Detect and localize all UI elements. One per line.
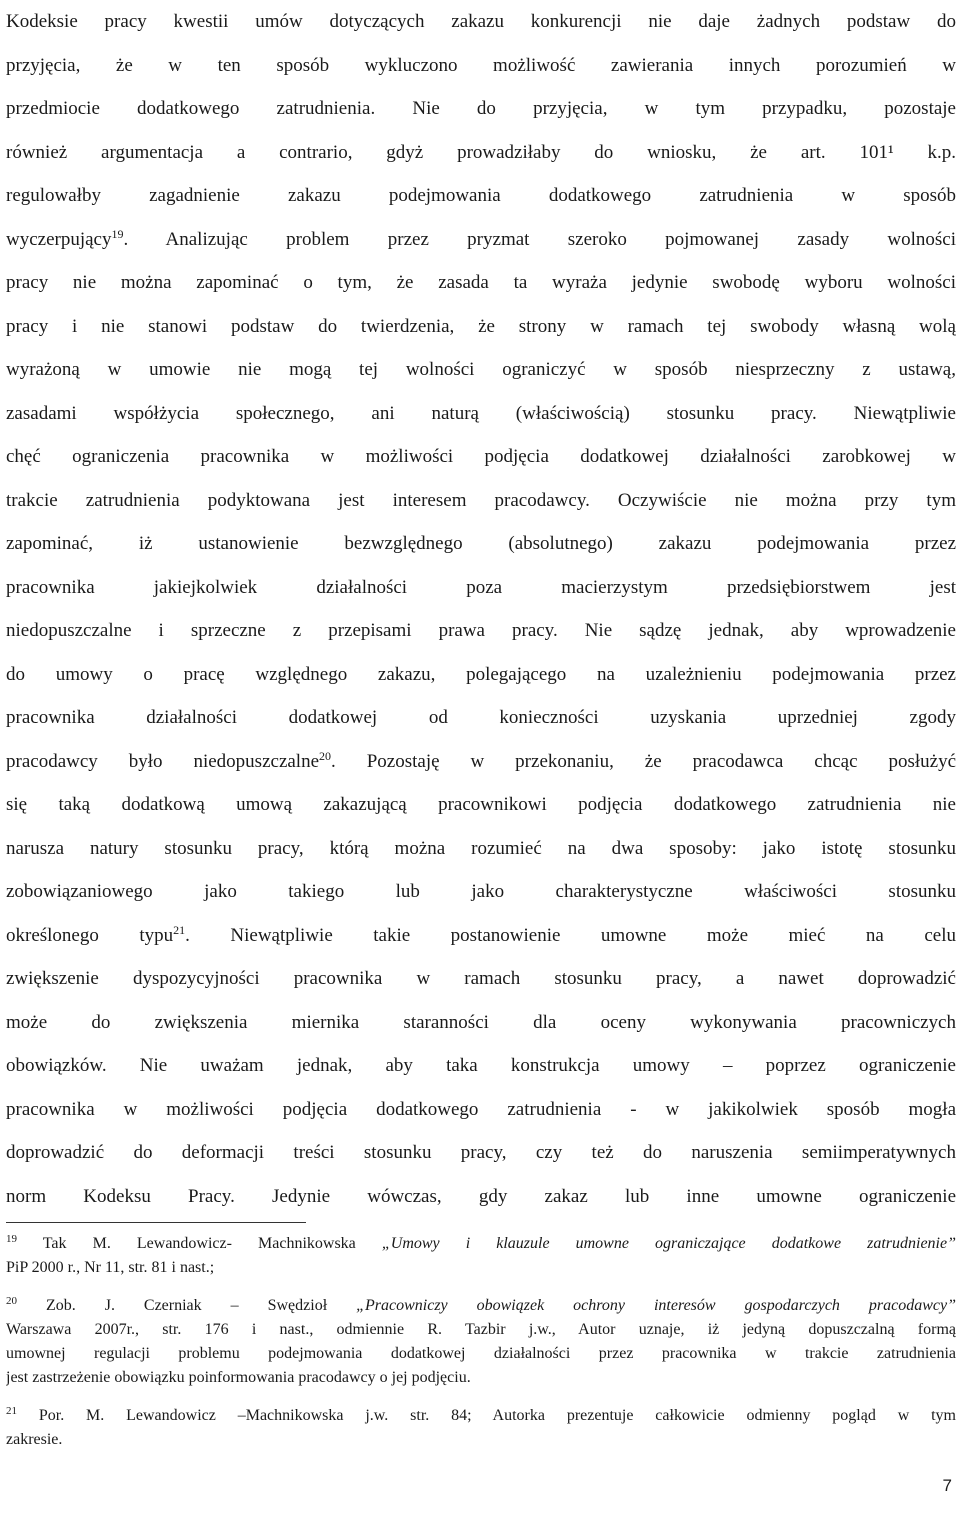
body-line: pracownika działalności dodatkowej od konieczności uzyskania uprzedniej zgody [6, 707, 956, 728]
footnote-line: PiP 2000 r., Nr 11, str. 81 i nast.; [6, 1259, 215, 1276]
footnote-line: Warszawa 2007r., str. 176 i nast., odmiennie R. Tazbir j.w., Autor uznaje, iż jedyną dopuszczalną formą [6, 1321, 956, 1338]
footnote-21 [6, 1404, 956, 1452]
body-line: regulowałby zagadnienie zakazu podejmowania dodatkowego zatrudnienia w sposób [6, 185, 956, 206]
footnote-ref-19: 19 [111, 226, 124, 241]
body-line: się taką dodatkową umową zakazującą pracownikowi podjęcia dodatkowego zatrudnienia nie [6, 794, 956, 815]
footnote-number: 19 [6, 1233, 17, 1245]
footnote-line [6, 1232, 956, 1256]
body-line: niedopuszczalne i sprzeczne z przepisami prawa pracy. Nie sądzę jednak, aby wprowadzenie [6, 620, 956, 641]
body-line: pracy i nie stanowi podstaw do twierdzenia, że strony w ramach tej swobody własną wolą [6, 315, 956, 337]
body-line: może do zwiększenia miernika staranności dla oceny wykonywania pracowniczych [6, 1011, 956, 1033]
body-text-segment: określonego typu [6, 924, 174, 946]
body-line: chęć ograniczenia pracownika w możliwości podjęcia dodatkowej działalności zarobkowej w [6, 446, 956, 467]
body-paragraph [6, 0, 956, 1218]
page-number: 7 [942, 1476, 952, 1495]
footnote-number: 20 [6, 1295, 17, 1307]
body-text-segment: wyczerpujący [6, 228, 112, 250]
body-line: przedmiocie dodatkowego zatrudnienia. Nie do przyjęcia, w tym przypadku, pozostaje [6, 98, 956, 119]
footnote-separator [6, 1222, 306, 1223]
footnote-number: 21 [6, 1405, 17, 1417]
body-line: do umowy o pracę względnego zakazu, polegającego na uzależnieniu podejmowania przez [6, 663, 956, 685]
body-line: zasadami współżycia społecznego, ani naturą (właściwością) stosunku pracy. Niewątpliwie [6, 402, 956, 424]
footnote-ref-20: 20 [319, 748, 332, 763]
body-line: przyjęcia, że w ten sposób wykluczono możliwość zawierania innych porozumień w [6, 54, 956, 76]
body-line [6, 218, 956, 262]
footnote-line: zakresie. [6, 1431, 63, 1448]
body-text-segment: . Analizując problem przez pryzmat szeroko pojmowanej zasady wolności [123, 228, 956, 250]
footnote-line [6, 1404, 956, 1428]
footnote-title: „Umowy i klauzule umowne ograniczające dodatkowe zatrudnienie” [381, 1235, 956, 1252]
body-line: pracownika jakiejkolwiek działalności poza macierzystym przedsiębiorstwem jest [6, 576, 956, 598]
footnote-title: „Pracowniczy obowiązek ochrony interesów gospodarczych pracodawcy” [356, 1297, 956, 1314]
footnote-line: jest zastrzeżenie obowiązku poinformowania pracodawcy o jej podjęciu. [6, 1369, 471, 1386]
body-text-segment: pracodawcy było niedopuszczalne [6, 750, 320, 772]
body-text-segment: . Pozostaję w przekonaniu, że pracodawca chcąc posłużyć [331, 750, 956, 772]
body-line: wyrażoną w umowie nie mogą tej wolności ograniczyć w sposób niesprzeczny z ustawą, [6, 359, 956, 380]
footnote-ref-21: 21 [173, 922, 186, 937]
footnote-line [6, 1294, 956, 1318]
footnote-text: Tak M. Lewandowicz- Machnikowska [17, 1235, 382, 1252]
body-text-segment: . Niewątpliwie takie postanowienie umowne może mieć na celu [185, 924, 956, 946]
body-line [6, 914, 956, 958]
body-line: doprowadzić do deformacji treści stosunku pracy, czy też do naruszenia semiimperatywnych [6, 1142, 956, 1163]
body-line: trakcie zatrudnienia podyktowana jest interesem pracodawcy. Oczywiście nie można przy tym [6, 489, 956, 511]
body-line [6, 740, 956, 784]
body-line: pracownika w możliwości podjęcia dodatkowego zatrudnienia - w jakikolwiek sposób mogła [6, 1098, 956, 1120]
body-line: Kodeksie pracy kwestii umów dotyczących zakazu konkurencji nie daje żadnych podstaw do [6, 11, 956, 32]
body-line: zobowiązaniowego jako takiego lub jako charakterystyczne właściwości stosunku [6, 881, 956, 902]
footnote-20 [6, 1294, 956, 1390]
footnote-19 [6, 1232, 956, 1280]
footnote-line: umownej regulacji problemu podejmowania dodatkowej działalności przez pracownika w trakcie zatrudnienia [6, 1345, 956, 1362]
body-line: zwiększenie dyspozycyjności pracownika w ramach stosunku pracy, a nawet doprowadzić [6, 968, 956, 989]
body-line: obowiązków. Nie uważam jednak, aby taka konstrukcja umowy – poprzez ograniczenie [6, 1055, 956, 1076]
body-line: pracy nie można zapominać o tym, że zasada ta wyraża jedynie swobodę wyboru wolności [6, 272, 956, 293]
body-line: norm Kodeksu Pracy. Jedynie wówczas, gdy zakaz lub inne umowne ograniczenie [6, 1185, 956, 1207]
body-line: zapominać, iż ustanowienie bezwzględnego (absolutnego) zakazu podejmowania przez [6, 533, 956, 554]
footnote-text: Por. M. Lewandowicz –Machnikowska j.w. str. 84; Autorka prezentuje całkowicie odmienny pogląd w tym [17, 1407, 956, 1424]
body-line: narusza natury stosunku pracy, którą można rozumieć na dwa sposoby: jako istotę stosunku [6, 837, 956, 859]
body-line: również argumentacja a contrario, gdyż prowadziłaby do wniosku, że art. 101¹ k.p. [6, 141, 956, 163]
footnote-text: Zob. J. Czerniak – Swędzioł [17, 1297, 357, 1314]
